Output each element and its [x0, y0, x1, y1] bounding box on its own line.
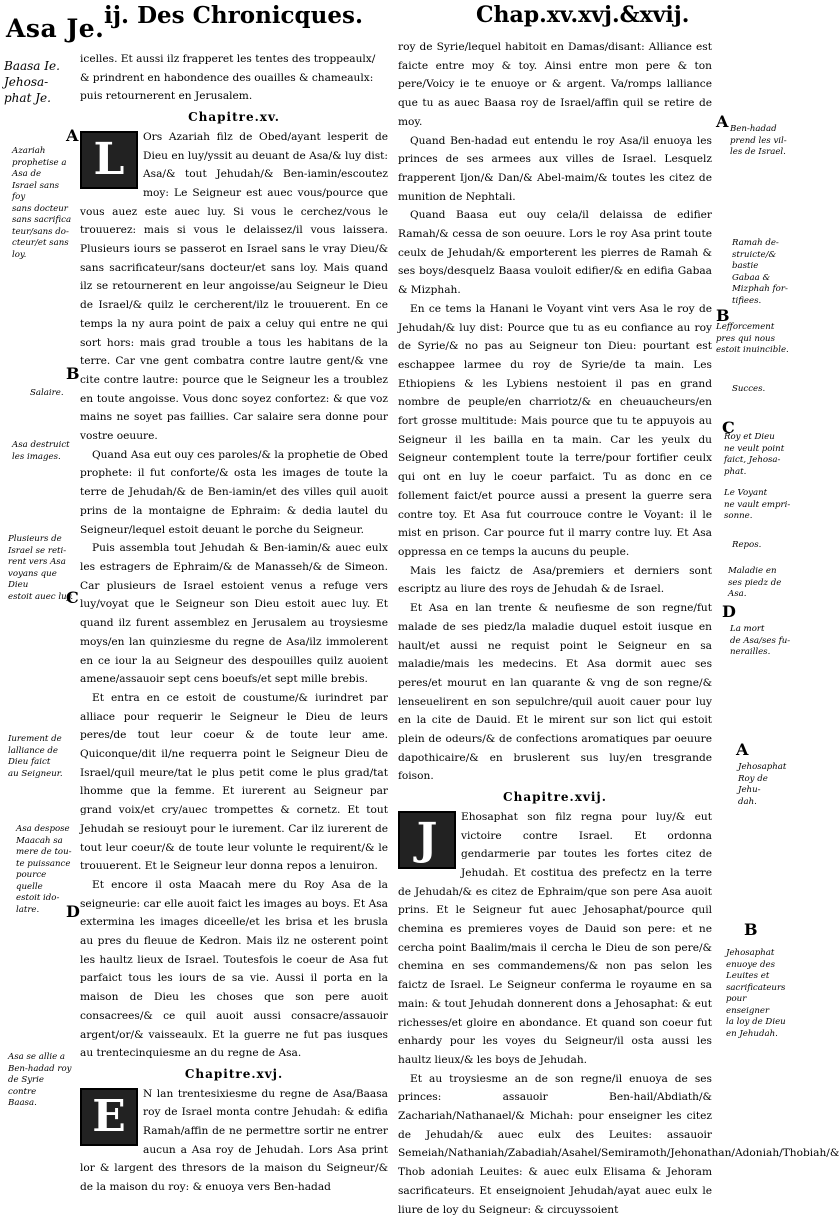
paragraph: Et Asa en lan trente & neufiesme de son regne/fut malade de ses piedz/la maladie duquel estoit iusque en hault/et aussi ne requist point le Seigneur en sa maladie/mais les medecins. Et Asa dormit auec ses peres/et mourut en lan quarante & vng de son regne/& lenseuelirent en son sepulchre/quil auoit cauer pour luy en la cite de Dauid. Et le mirent sur son lict qui estoit plein de odeurs/& de confections aromatiques par oeuure dapothicaire/& en bruslerent sus luy/en tresgrande foison. [398, 602, 712, 783]
margin-note [726, 948, 792, 1040]
margin-note-line: de Syrie contre [8, 1075, 45, 1097]
paragraph: roy de Syrie/lequel habitoit en Damas/disant: Alliance est faicte entre moy & toy. Ainsi entre mon pere & ton pere/Voicy ie te enuoye or & argent. Va/romps lalliance que tu as auec Baasa roy de Israel/affin quil se retire de moy. [398, 41, 712, 128]
drop-cap: L [80, 131, 138, 189]
margin-letter: B [744, 920, 758, 939]
margin-note-line: Dieu faict [8, 757, 51, 767]
margin-note [732, 384, 792, 396]
margin-note-line: Le Voyant [724, 488, 768, 498]
margin-note-line: te puissance [16, 858, 71, 869]
margin-note-line: Maladie en [728, 566, 777, 576]
margin-note-line: Succes. [732, 384, 766, 394]
header-right: Chap.xv.xvj.&xvij. [476, 2, 690, 28]
paragraph: Puis assembla tout Jehudah & Ben-iamin/& auec eulx les estragers de Ephraim/& de Manasseh/& de Simeon. Car plusieurs de Israel estoient venus a refuge vers luy/voyat que le Seigneur son Dieu estoit auec luy. Et quand ilz furent assemblez en Jerusalem au troysiesme moys/en lan quinziesme du regne de Asa/ilz immolerent en ce iour la au Seigneur des despouilles quilz auoient amene/assauoir sept cens boeufs/et sept mille brebis. [80, 542, 388, 686]
margin-note-line: lalliance de [8, 745, 58, 756]
margin-note-line: Plusieurs de [8, 534, 62, 544]
margin-note-line: sacrificateurs [726, 982, 786, 993]
margin-letter: A [66, 126, 79, 145]
margin-note-line: mere de tou- [16, 847, 72, 857]
drop-cap: E [80, 1088, 138, 1146]
margin-note-line: estoit ido- [16, 893, 60, 903]
margin-note [16, 824, 74, 916]
paragraph: N lan trentesixiesme du regne de Asa/Baasa roy de Israel monta contre Jehudah: & edifia Ramah/affin de ne permettre sortir ne entrer aucun a Asa roy de Jehudah. Lors Asa print lor & largent des thresors de la maison du Seigneur/& de la maison du roy: & enuoya vers Ben-hadad [80, 1087, 388, 1194]
margin-note-line: faict, Jehosa- [724, 455, 781, 465]
margin-note-line: estoit auec luy. [8, 591, 74, 602]
margin-note-line: enuoye des [726, 959, 775, 970]
margin-note-line: phat. [724, 466, 747, 477]
chapter-16-title: Chapitre.xvj. [184, 1066, 284, 1081]
margin-note-line: dah. [738, 796, 757, 807]
margin-note-line: teur/sans do- [12, 226, 69, 237]
margin-letter: C [722, 418, 735, 437]
margin-note [730, 124, 792, 159]
margin-note-line: estoit inuincible. [716, 345, 789, 355]
margin-note [12, 146, 74, 261]
top-margin-line: phat Je. [4, 91, 51, 105]
margin-note-line: Asa destruict [12, 440, 70, 450]
paragraph: Et encore il osta Maacah mere du Roy Asa de la seigneurie: car elle auoit faict les images au boys. Et Asa extermina les images diceelle/et les brisa et les brusla au pres du fleuue de Kedron. Mais ilz ne osterent point les haultz lieux de Israel. Toutesfois le coeur de Asa fut parfaict tous les iours de sa vie. Aussi il porta en la maison de Dieu les choses que son pere auoit consacrees/& ce quil auoit aussi consacre/assauoir argent/or/& vaisseaulx. Et la guerre ne fut pas iusques au trentecinquiesme an du regne de Asa. [80, 878, 388, 1060]
margin-note [724, 488, 792, 523]
paragraph: En ce tems la Hanani le Voyant vint vers Asa le roy de Jehudah/& luy dist: Pource que tu as eu confiance au roy de Syrie/& no pas au Seigneur ton Dieu: pourtant est eschappee larmee du roy de Syrie/de ta main. Les Ethiopiens & les Lybiens nestoient il pas en grand nombre de peuple/en charriotz/& en cheuaucheurs/en fort grosse multitude: Mais pource que tu te appuyois au Seigneur il les bailla en ta main. Car les yeulx du Seigneur contemplent toute la terre/pour fortifier ceulx qui ont en luy le coeur parfaict. Tu as donc en ce follement faict/et pource aussi a present la guerre sera contre toy. Et Asa fut courrouce contre le Voyant: il le mist en prison. Car pource fut il marry contre luy. Et Asa oppressa en ce temps la aucuns du peuple. [398, 302, 712, 558]
margin-note-line: rent vers Asa [8, 557, 66, 567]
header-center: ij. Des Chronicques. [104, 2, 363, 29]
margin-note-line: Jehosaphat [726, 948, 775, 958]
paragraph: Ehosaphat son filz regna pour luy/& eut victoire contre Israel. Et ordonna gendarmerie par toutes les fortes citez de Jehudah. Et costitua des prefectz en la terre de Jehudah/& es citez de Ephraim/que son pere Asa auoit prins. Et le Seigneur fut auec Jehosaphat/pource quil chemina es premieres voyes de Dauid son pere: et ne cercha point Baalim/mais il cercha le Dieu de son pere/& chemina en ses commandemens/& non pas selon les faictz de Israel. Le Seigneur conferma le royaume en sa main: & tout Jehudah donnerent dons a Jehosaphat: & eut richesses/et gloire en abondance. Et quand son coeur fut enhardy pour les voyes du Seigneur/il osta aussi les haultz lieux/& les boys de Jehudah. [398, 810, 712, 1066]
margin-note [732, 540, 792, 552]
margin-note-line: Lefforcement [716, 322, 775, 332]
margin-note-line: Leuites et [726, 971, 770, 981]
margin-note-line: Salaire. [30, 388, 64, 398]
margin-note-line: ses piedz de [728, 577, 782, 588]
margin-note-line: voyans que Dieu [8, 568, 57, 590]
margin-note-line: Iurement de [8, 734, 62, 744]
margin-note-line: sans sacrifica [12, 215, 72, 225]
margin-note-line: Asa despose [16, 824, 70, 834]
top-margin-line: Jehosa- [4, 75, 49, 89]
paragraph: Quand Baasa eut ouy cela/il delaissa de edifier Ramah/& cessa de son oeuure. Lors le roy Asa print toute ceulx de Jehudah/& emporterent les pierres de Ramah & ses boys/desquelz Baasa vouloit edifier/& en edifia Gabaa & Mizphah. [398, 209, 712, 297]
margin-note-line: les images. [12, 451, 61, 462]
paragraph: Mais les faictz de Asa/premiers et derniers sont escriptz au liure des roys de Jehudah & de Israel. [398, 564, 712, 596]
margin-note-line: pource quelle [16, 870, 47, 892]
margin-note-line: Asa. [728, 589, 747, 599]
margin-note-line: Maacah sa [16, 835, 63, 846]
margin-note-line: au Seigneur. [8, 768, 63, 779]
margin-note-line: tifiees. [732, 295, 762, 306]
margin-note-line: Roy et Dieu [724, 432, 775, 442]
margin-note [738, 762, 792, 808]
margin-note-line: Baasa. [8, 1098, 37, 1108]
margin-note-line: pres qui nous [716, 333, 776, 344]
margin-note-line: Mizphah for- [732, 284, 788, 294]
margin-note-line: en Jehudah. [726, 1028, 778, 1039]
intro-line: icelles. Et aussi ilz frapperet les tentes des troppeaulx/ [80, 53, 376, 65]
margin-note-line: nerailles. [730, 647, 771, 657]
margin-note-line: Ben-hadad [730, 124, 777, 134]
margin-note-line: Azariah prophetise a Asa de [12, 146, 67, 179]
margin-note [732, 238, 792, 307]
margin-note-line: loy. [12, 249, 27, 260]
margin-note-line: sonne. [724, 511, 753, 521]
margin-note-line: de Asa/ses fu- [730, 635, 791, 646]
margin-letter: A [716, 112, 729, 131]
margin-note-line: la loy de Dieu [726, 1017, 786, 1027]
margin-note-line: pour enseigner [726, 994, 770, 1016]
margin-note-line: Ben-hadad roy [8, 1063, 72, 1074]
margin-note [8, 1052, 74, 1110]
margin-note-line: Repos. [732, 540, 762, 550]
margin-note-line: Jehosaphat [738, 762, 787, 772]
margin-letter: C [66, 588, 79, 607]
margin-note [30, 388, 74, 400]
margin-note-line: latre. [16, 904, 40, 915]
margin-note [8, 534, 74, 603]
margin-note-line: ne vault empri- [724, 499, 791, 510]
paragraph: Et au troysiesme an de son regne/il enuoya de ses princes: assauoir Ben-hail/Abdiath/& Zachariah/Nathanael/& Michah: pour enseigner les citez de Jehudah/& auec eulx des Leuites: assauoir Semeiah/Nathaniah/Zabadiah/Asahel/Semiramoth/Jehonathan/Adoniah/Thobiah/& Thob adoniah Leuites: & auec eulx Elisama & Jehoram sacrificateurs. Et enseignoient Jehudah/ayat auec eulx le liure de loy du Seigneur: & circuyssoient [398, 1072, 839, 1216]
margin-note [724, 432, 792, 478]
margin-letter: D [66, 902, 80, 921]
left-text-column [80, 50, 388, 1197]
margin-note-line: sans docteur [12, 203, 68, 214]
chapter-17-title: Chapitre.xvij. [503, 790, 607, 805]
margin-note [716, 322, 792, 357]
drop-cap: J [398, 811, 456, 869]
paragraph: Ors Azariah filz de Obed/ayant lesperit de Dieu en luy/yssit au deuant de Asa/& luy dist: Asa/& tout Jehudah/& Ben-iamin/escoutez moy: Le Seigneur est auec vous/pource que vous auez este auec luy. Si vous le cerchez/vous le trouuerez: mais si vous le delaissez/il vous laissera. Plusieurs iours se passerot en Israel sans le vray Dieu/& sans sacrificateur/sans docteur/et sans loy. Mais quand ilz se retournerent en leur angoisse/au Seigneur le Dieu de Israel/& quilz le cercherent/ilz le trouuerent. En ce temps la ny aura point de paix a celuy qui entre ne qui sort hors: mais grad trouble a tous les habitans de la terre. Car vne gent combatra contre lautre gent/& vne cite contre lautre: pource que le Seigneur les a troublez en toute angoisse. Vous donc soyez confortez: & que voz mains ne soyet pas faillies. Car salaire sera donne pour vostre oeuure. [80, 130, 388, 443]
margin-note-line: La mort [730, 624, 765, 634]
margin-note-line: Israel sans foy [12, 180, 60, 202]
paragraph: Quand Asa eut ouy ces paroles/& la prophetie de Obed prophete: il fut conforte/& osta les images de toute la terre de Jehudah/& de Ben-iamin/et des villes quil auoit prins de la montaigne de Ephraim: & dedia lautel du Seigneur/lequel estoit deuant le porche du Seigneur. [80, 448, 388, 536]
margin-note-line: Ramah de- [732, 238, 779, 248]
chapter-15-title: Chapitre.xv. [188, 110, 280, 125]
margin-letter: A [736, 740, 749, 759]
paragraph: Quand Ben-hadad eut entendu le roy Asa/il enuoya les princes de ses armees aux villes de Israel. Lesquelz frapperent Ijon/& Dan/& Abel-maim/& toutes les citez de munition de Nephtali. [398, 134, 712, 203]
margin-letter: B [66, 364, 80, 383]
margin-note [12, 440, 74, 463]
top-margin-line: Baasa Ie. [4, 59, 60, 73]
margin-letter: B [716, 306, 730, 325]
top-margin-note [4, 58, 60, 106]
margin-note-line: struicte/& bastie [732, 249, 777, 271]
margin-note-line: Israel se reti- [8, 545, 67, 556]
margin-note-line: Asa se allie a [8, 1052, 66, 1062]
margin-note-line: Gabaa & [732, 272, 771, 283]
margin-note [8, 734, 74, 780]
margin-note-line: Roy de Jehu- [738, 773, 768, 795]
margin-note [730, 624, 792, 659]
margin-note-line: ne veult point [724, 443, 785, 454]
header-left: Asa Je. [6, 14, 105, 43]
margin-note-line: prend les vil- [730, 135, 787, 146]
paragraph: Et entra en ce estoit de coustume/& iurindret par alliace pour requerir le Seigneur le Dieu de leurs peres/de tout leur coeur & de toute leur ame. Quiconque/dit il/ne requerra point le Seigneur Dieu de Israel/quil meure/tat le plus petit come le plus grad/tat lhomme que la femme. Et iurerent au Seigneur par grand voix/et cry/auec trompettes & cornetz. Et tout Jehudah se resiouyt pour le iurement. Car ilz iurerent de tout leur coeur/& de toute leur volunte le requirent/& le trouuerent. Et le Seigneur leur donna repos a lenuiron. [80, 691, 388, 873]
intro-line: & prindrent en habondence des ouailles & chameaulx: [80, 71, 374, 84]
margin-letter: D [722, 602, 736, 621]
margin-note-line: les de Israel. [730, 147, 786, 157]
intro-line: puis retournerent en Jerusalem. [80, 90, 253, 103]
margin-note-line: cteur/et sans [12, 238, 69, 248]
margin-note [728, 566, 792, 601]
